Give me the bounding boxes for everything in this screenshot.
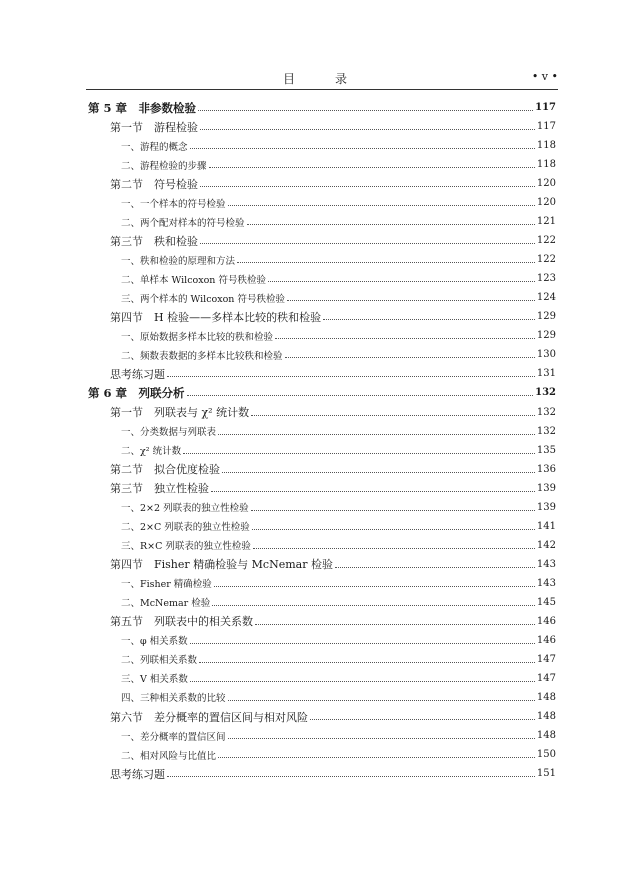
toc-entry-label: 二、2×C 列联表的独立性检验 [121, 522, 250, 534]
toc-entry-label: 二、游程检验的步骤 [121, 160, 207, 172]
toc-entry-label: 一、一个样本的符号检验 [121, 198, 226, 210]
toc-entry-section [88, 174, 556, 193]
toc-entry-label: 一、φ 相关系数 [121, 636, 188, 648]
toc-entry-label: 一、Fisher 精确检验 [121, 579, 212, 591]
toc-entry-label: 四、三种相关系数的比较 [121, 693, 226, 705]
toc-entry-page: 146 [536, 615, 556, 627]
toc-entry-label: 三、R×C 列联表的独立性检验 [121, 541, 251, 553]
toc-entry-page: 117 [535, 102, 556, 114]
toc-entry-label: 第 5 章 非参数检验 [88, 100, 197, 115]
toc-entry-label: 一、分类数据与列联表 [121, 427, 217, 439]
table-of-contents [88, 98, 556, 783]
toc-entry-label: 思考练习题 [110, 367, 165, 381]
toc-entry-label: 第四节 H 检验——多样本比较的秩和检验 [110, 310, 322, 324]
toc-entry-sub [88, 726, 556, 745]
dot-leader [214, 586, 535, 587]
dot-leader [200, 129, 535, 130]
dot-leader [251, 510, 535, 511]
header-rule [86, 89, 558, 90]
dot-leader [187, 395, 534, 396]
toc-entry-page: 130 [536, 349, 556, 361]
toc-entry-label: 第六节 差分概率的置信区间与相对风险 [110, 710, 308, 724]
toc-entry-page: 121 [536, 216, 556, 228]
toc-entry-page: 148 [536, 691, 556, 703]
toc-entry-page: 135 [536, 444, 556, 456]
dot-leader [222, 472, 535, 473]
toc-entry-sub [88, 631, 556, 650]
toc-entry-label: 第一节 游程检验 [110, 120, 198, 134]
toc-entry-section [88, 231, 556, 250]
dot-leader [190, 681, 535, 682]
toc-entry-sub [88, 574, 556, 593]
toc-entry-sub [88, 422, 556, 441]
dot-leader [310, 719, 535, 720]
dot-leader [212, 605, 535, 606]
toc-entry-label: 思考练习题 [110, 767, 165, 781]
toc-entry-label: 二、χ² 统计数 [121, 446, 182, 458]
toc-entry-section [88, 555, 556, 574]
toc-entry-page: 129 [536, 330, 556, 342]
header-page-number: • v • [531, 70, 558, 83]
toc-entry-label: 二、McNemar 检验 [121, 598, 211, 610]
toc-entry-page: 120 [536, 197, 556, 209]
dot-leader [198, 110, 533, 111]
toc-entry-label: 一、游程的概念 [121, 141, 188, 153]
toc-entry-sub [88, 250, 556, 269]
toc-entry-sub [88, 517, 556, 536]
toc-entry-sub [88, 441, 556, 460]
toc-entry-sub [88, 745, 556, 764]
toc-entry-label: 三、两个样本的 Wilcoxon 符号秩检验 [121, 293, 285, 305]
toc-entry-page: 143 [536, 558, 556, 570]
toc-entry-page: 132 [536, 406, 556, 418]
dot-leader [209, 167, 535, 168]
toc-entry-sub [88, 288, 556, 307]
toc-entry-label: 第三节 独立性检验 [110, 482, 209, 496]
dot-leader [228, 700, 535, 701]
toc-entry-label: 第四节 Fisher 精确检验与 McNemar 检验 [110, 558, 333, 572]
toc-entry-page: 122 [536, 254, 556, 266]
toc-entry-sub [88, 136, 556, 155]
dot-leader [167, 776, 535, 777]
toc-entry-label: 第二节 拟合优度检验 [110, 463, 220, 477]
toc-entry-page: 132 [536, 425, 556, 437]
toc-entry-label: 二、频数表数据的多样本比较秩和检验 [121, 350, 283, 362]
dot-leader [190, 148, 535, 149]
dot-leader [255, 624, 535, 625]
dot-leader [218, 757, 535, 758]
toc-entry-page: 143 [536, 577, 556, 589]
toc-entry-page: 147 [536, 672, 556, 684]
toc-entry-page: 118 [536, 159, 556, 171]
toc-entry-label: 一、原始数据多样本比较的秩和检验 [121, 331, 274, 343]
toc-entry-page: 131 [536, 368, 556, 380]
dot-leader [287, 300, 535, 301]
dot-leader [253, 548, 535, 549]
dot-leader [251, 415, 535, 416]
toc-entry-page: 118 [536, 140, 556, 152]
toc-entry-page: 142 [536, 539, 556, 551]
toc-entry-label: 一、差分概率的置信区间 [121, 731, 226, 743]
toc-entry-section [88, 479, 556, 498]
dot-leader [199, 662, 535, 663]
toc-entry-label: 一、秩和检验的原理和方法 [121, 255, 236, 267]
toc-entry-sub [88, 212, 556, 231]
toc-entry-section [88, 612, 556, 631]
dot-leader [200, 186, 535, 187]
dot-leader [218, 434, 535, 435]
dot-leader [252, 529, 535, 530]
toc-entry-label: 二、两个配对样本的符号检验 [121, 217, 245, 229]
toc-entry-sub [88, 688, 556, 707]
dot-leader [228, 738, 535, 739]
toc-entry-page: 123 [536, 273, 556, 285]
toc-entry-page: 148 [536, 711, 556, 723]
toc-entry-label: 三、V 相关系数 [121, 674, 188, 686]
dot-leader [275, 338, 535, 339]
toc-entry-label: 第一节 列联表与 χ² 统计数 [110, 406, 250, 420]
toc-entry-page: 141 [536, 520, 556, 532]
toc-entry-page: 120 [536, 178, 556, 190]
toc-entry-section [88, 117, 556, 136]
toc-entry-sub [88, 193, 556, 212]
toc-entry-label: 二、单样本 Wilcoxon 符号秩检验 [121, 274, 266, 286]
toc-entry-page: 139 [536, 482, 556, 494]
toc-entry-page: 129 [536, 311, 556, 323]
toc-entry-sub [88, 593, 556, 612]
dot-leader [167, 376, 535, 377]
toc-entry-page: 139 [536, 501, 556, 513]
toc-entry-sub [88, 155, 556, 174]
toc-entry-page: 146 [536, 634, 556, 646]
toc-entry-label: 一、2×2 列联表的独立性检验 [121, 503, 249, 515]
dot-leader [335, 567, 535, 568]
toc-entry-section [88, 707, 556, 726]
toc-entry-sub [88, 326, 556, 345]
toc-entry-chapter [88, 98, 556, 117]
toc-entry-section [88, 460, 556, 479]
toc-entry-page: 150 [536, 749, 556, 761]
toc-entry-label: 第 6 章 列联分析 [88, 385, 185, 400]
toc-entry-sub [88, 269, 556, 288]
toc-entry-sub [88, 669, 556, 688]
toc-entry-label: 二、列联相关系数 [121, 655, 198, 667]
toc-entry-plain [88, 364, 556, 383]
toc-entry-page: 148 [536, 730, 556, 742]
dot-leader [237, 262, 535, 263]
dot-leader [247, 224, 535, 225]
toc-entry-page: 122 [536, 235, 556, 247]
toc-entry-page: 132 [535, 387, 556, 399]
toc-entry-sub [88, 536, 556, 555]
toc-entry-section [88, 403, 556, 422]
toc-entry-sub [88, 498, 556, 517]
dot-leader [228, 205, 535, 206]
page-header [86, 70, 558, 88]
toc-entry-label: 第三节 秩和检验 [110, 234, 198, 248]
toc-entry-page: 145 [536, 596, 556, 608]
dot-leader [323, 319, 535, 320]
toc-entry-label: 第二节 符号检验 [110, 177, 198, 191]
toc-entry-page: 136 [536, 463, 556, 475]
dot-leader [285, 357, 535, 358]
toc-entry-page: 124 [536, 292, 556, 304]
toc-entry-page: 147 [536, 653, 556, 665]
dot-leader [190, 643, 535, 644]
toc-entry-chapter [88, 383, 556, 402]
header-title: 目 录 [282, 72, 361, 86]
toc-entry-page: 151 [536, 768, 556, 780]
toc-entry-label: 二、相对风险与比值比 [121, 750, 217, 762]
toc-entry-label: 第五节 列联表中的相关系数 [110, 615, 253, 629]
dot-leader [200, 243, 535, 244]
dot-leader [211, 491, 535, 492]
toc-entry-sub [88, 650, 556, 669]
dot-leader [268, 281, 535, 282]
toc-entry-section [88, 307, 556, 326]
toc-entry-sub [88, 345, 556, 364]
toc-entry-page: 117 [536, 121, 556, 133]
toc-entry-plain [88, 764, 556, 783]
dot-leader [183, 453, 535, 454]
